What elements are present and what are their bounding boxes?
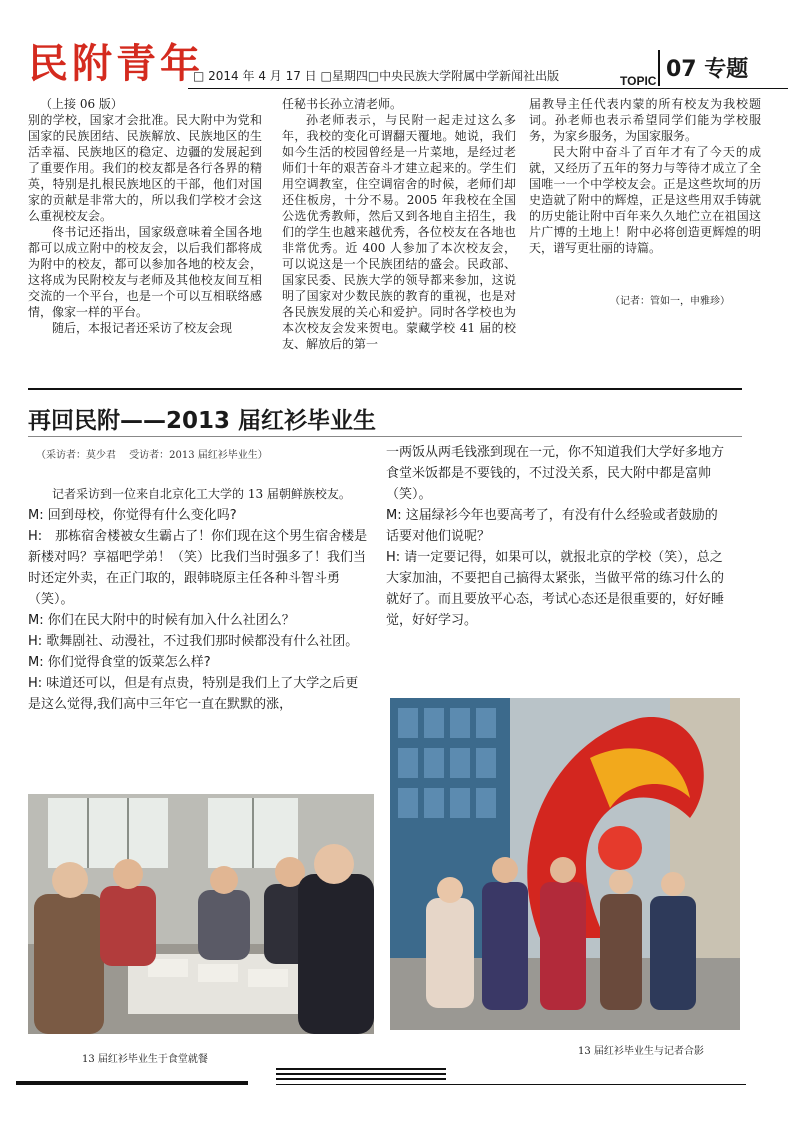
dialogue-line: 一两饭从两毛钱涨到现在一元，你不知道我们大学好多地方食堂米饭都是不要钱的，不过没关系，民大附中都是富帅（笑）。 bbox=[386, 445, 725, 502]
footer-stripes bbox=[276, 1068, 446, 1083]
section-number: 07 专题 bbox=[666, 57, 749, 82]
footer-bar bbox=[16, 1081, 248, 1085]
section-divider bbox=[28, 388, 742, 390]
masthead: 民附青年 bbox=[28, 40, 204, 87]
dialogue-line: H: 歌舞剧社、动漫社，不过我们那时候都没有什么社团。 bbox=[28, 634, 359, 649]
interview-right-column bbox=[386, 442, 730, 631]
paragraph: 佟书记还指出，国家级意味着全国各地都可以成立附中的校友会，以后我们都将成为附中的校友，都可以参加各地的校友会，这将成为民附校友与老师及其他校友间互相交流的一个平台，也是一个可以互相联络感情，像家一样的平台。 bbox=[28, 225, 262, 319]
issue-line: □ 2014 年 4 月 17 日 □星期四□中央民族大学附属中学新闻社出版 bbox=[193, 69, 560, 83]
dialogue-line: H: 味道还可以，但是有点贵，特别是我们上了大学之后更是这么觉得,我们高中三年它一直在默默的涨， bbox=[28, 676, 359, 712]
top-article-col2 bbox=[282, 96, 516, 352]
paragraph: 民大附中奋斗了百年才有了今天的成就，又经历了五年的努力与等待才成立了全国唯一一个中学校友会。正是这些坎坷的历史造就了附中的辉煌，正是这些用双手铸就的历史能让附中百年来久久地伫立在祖国这片广博的土地上！附中必将创造更辉煌的明天，谱写更壮丽的诗篇。 bbox=[529, 145, 761, 255]
dialogue-line: M: 这届绿衫今年也要高考了，有没有什么经验或者鼓励的话要对他们说呢？ bbox=[386, 508, 718, 544]
reporter-credit: （记者：管如一，申雅珍） bbox=[610, 296, 730, 307]
dialogue-line: H: 请一定要记得，如果可以，就报北京的学校（笑），总之大家加油，不要把自己搞得太紧张，当做平常的练习什么的就好了。而且要放平心态，考试心态还是很重要的，好好睡觉，好好学习。 bbox=[386, 550, 725, 628]
continued-note: （上接 06 版） bbox=[40, 97, 123, 111]
dining-photo bbox=[28, 794, 374, 1034]
interview-byline: （采访者：莫少君 受访者：2013 届红衫毕业生） bbox=[36, 450, 268, 461]
paragraph: 孙老师表示，与民附一起走过这么多年，我校的变化可谓翻天覆地。她说，我们如今生活的校园曾经是一片菜地，是经过老师们十年的艰苦奋斗才建立起来的。学生们用空调教室，住空调宿舍的时候，老师们却还住板房，十分不易。2005 年我校在全国公选优秀教师，然后又到各地自主招生，我们的学生也越来越优秀，各位校友在各地也非常优秀。近 400 人参加了本次校友会，可以说这是一个民族团结的盛会。民政部、国家民委、民族大学的领导都来参加，这说明了国家对少数民族的教育的重视，也是对各民族发展的关心和爱护。同时各学校也为本次校友会发来贺电。蒙藏学校 41 届的校友、解放后的第一 bbox=[282, 113, 516, 351]
paragraph: 届教导主任代表内蒙的所有校友为我校题词。孙老师也表示希望同学们能为学校服务，为家乡服务，为国家服务。 bbox=[529, 97, 761, 143]
interview-headline: 再回民附——2013 届红衫毕业生 bbox=[28, 408, 377, 434]
dining-photo-caption: 13 届红衫毕业生于食堂就餐 bbox=[82, 1054, 208, 1065]
footer-rule bbox=[276, 1084, 746, 1085]
header-divider bbox=[658, 50, 660, 86]
dialogue-line: M: 你们觉得食堂的饭菜怎么样? bbox=[28, 655, 211, 670]
headline-rule bbox=[28, 436, 742, 437]
paragraph: 随后，本报记者还采访了校友会现 bbox=[52, 321, 233, 335]
paragraph: 任秘书长孙立清老师。 bbox=[282, 97, 403, 111]
top-article-col3 bbox=[529, 96, 761, 256]
interview-lead: 记者采访到一位来自北京化工大学的 13 届朝鲜族校友。 bbox=[52, 487, 351, 501]
dialogue-line: M: 你们在民大附中的时候有加入什么社团么？ bbox=[28, 613, 295, 628]
header-rule bbox=[188, 88, 788, 89]
dialogue-line: H: 那栋宿舍楼被女生霸占了！你们现在这个男生宿舍楼是新楼对吗？享福吧学弟！（笑）比我们当时强多了！我们当时还定外卖，在正门取的，跟韩晓原主任各种斗智斗勇（笑）。 bbox=[28, 529, 368, 607]
dialogue-line: M: 回到母校，你觉得有什么变化吗? bbox=[28, 508, 237, 523]
topic-label: TOPIC bbox=[620, 74, 657, 88]
paragraph: 别的学校，国家才会批准。民大附中为党和国家的民族团结、民族解放、民族地区的生活幸福、民族地区的稳定、边疆的发展起到了重要作用。我们的校友都是各行各界的精英，特别是扎根民族地区的干部，他们对国家的贡献是非常大的，所以我们学校才会这么重视校友会。 bbox=[28, 113, 262, 223]
group-photo bbox=[390, 698, 740, 1030]
top-article-col1 bbox=[28, 96, 262, 336]
group-photo-caption: 13 届红衫毕业生与记者合影 bbox=[578, 1046, 704, 1057]
interview-left-column bbox=[28, 484, 368, 715]
